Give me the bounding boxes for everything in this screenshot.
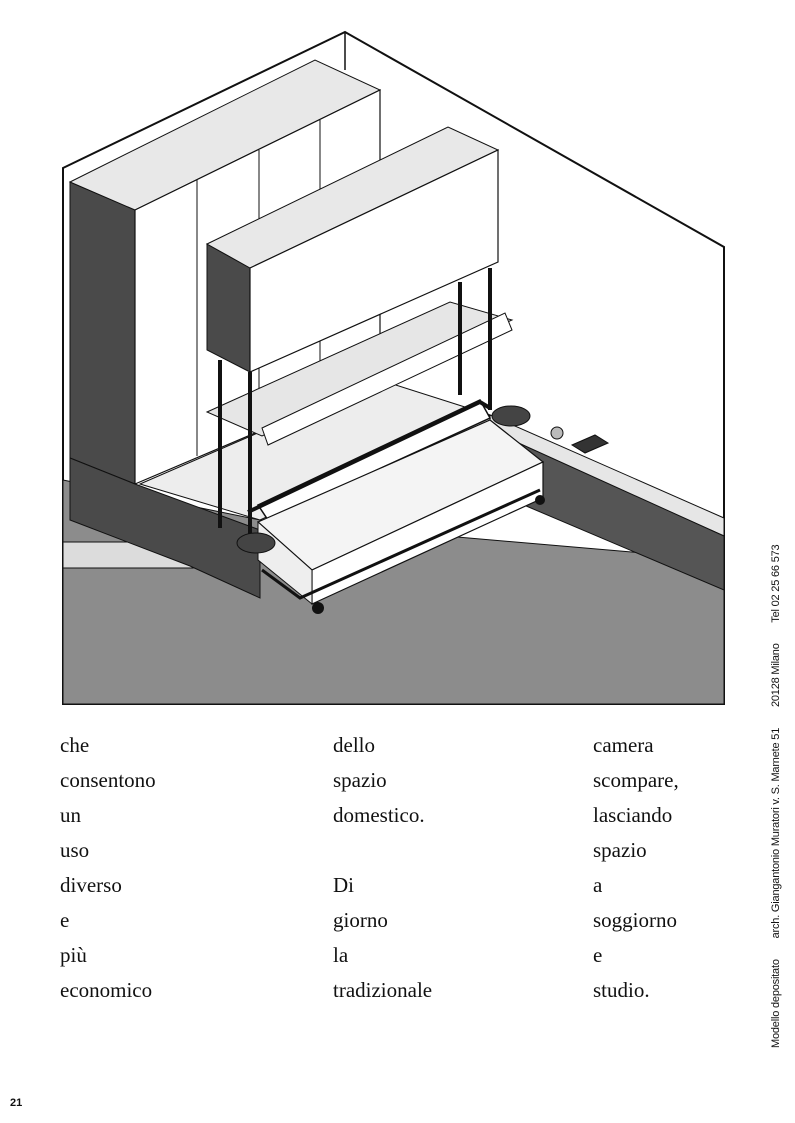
text-line: e [60, 908, 70, 932]
side-table-right [492, 406, 530, 426]
phone-number: Tel 02 25 66 573 [770, 544, 782, 623]
text-line: spazio [593, 838, 647, 862]
text-column-1 [60, 728, 260, 1008]
text-column-2 [333, 728, 533, 1008]
text-line: tradizionale [333, 978, 433, 1002]
text-line: diverso [60, 873, 122, 897]
text-line: scompare, [593, 768, 679, 792]
vertical-credit-line [770, 527, 782, 1048]
bed-wheel [535, 495, 545, 505]
text-line: più [60, 943, 87, 967]
text-line: economico [60, 978, 153, 1002]
text-line: giorno [333, 908, 388, 932]
text-line: soggiorno [593, 908, 677, 932]
text-line: un [60, 803, 81, 827]
text-line: uso [60, 838, 90, 862]
text-line: consentono [60, 768, 156, 792]
page-number: 21 [10, 1097, 23, 1109]
side-table-left [237, 533, 275, 553]
decorative-ball [551, 427, 563, 439]
text-line: e [593, 943, 603, 967]
text-line: camera [593, 733, 654, 757]
text-line: spazio [333, 768, 387, 792]
bed-wheel [312, 602, 324, 614]
model-note: Modello depositato [770, 959, 782, 1048]
text-line: a [593, 873, 603, 897]
text-column-3 [593, 728, 793, 1008]
text-line: Di [333, 873, 354, 897]
city: 20128 Milano [770, 643, 782, 708]
text-line: dello [333, 733, 375, 757]
text-line: domestico. [333, 803, 425, 827]
architect-address: arch. Giangantonio Muratori v. S. Marnete 51 [770, 727, 782, 939]
wardrobe-side [70, 182, 135, 484]
text-line: che [60, 733, 90, 757]
text-line: lasciando [593, 803, 673, 827]
text-line: studio. [593, 978, 650, 1002]
text-line: la [333, 943, 349, 967]
text-line [333, 833, 533, 868]
